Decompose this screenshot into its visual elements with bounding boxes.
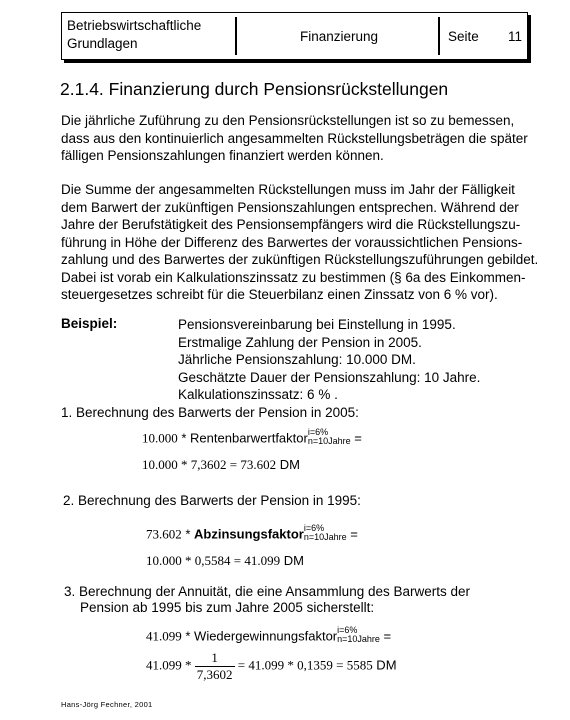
formula-sub: n=10Jahre (307, 436, 351, 446)
formula-result: 73.602 (240, 457, 277, 472)
example-line: Kalkulationszinssatz: 6 % . (178, 387, 338, 402)
formula-operator: * (181, 553, 195, 568)
formula-sub: n=10Jahre (303, 532, 347, 542)
formula-operator: * (181, 628, 195, 644)
paragraph-1 (61, 112, 531, 165)
formula-factor-value: 0,5584 (194, 553, 231, 568)
text-line: führung in Höhe der Differenz des Barwertes der voraussichtlichen Pensions- (61, 234, 523, 250)
formula-equals: = (332, 657, 347, 673)
header-box (61, 12, 528, 60)
formula-factor: Abzinsungsfaktor (194, 526, 304, 542)
formula-unit: DM (280, 553, 304, 568)
step-2-formula-2 (146, 553, 304, 569)
section-heading: 2.1.4. Finanzierung durch Pensionsrückstellungen (60, 79, 449, 99)
formula-sup: i=6% (337, 625, 358, 635)
step-3-title (64, 584, 470, 616)
example-line: Jährliche Pensionszahlung: 10.000 DM. (178, 352, 416, 367)
formula-indices (308, 428, 351, 446)
step-3-formula-1 (146, 625, 392, 646)
header-page-label: Seite (448, 29, 479, 44)
text-line: zahlung und des Barwertes der zukünftigen Rückstellungszuführungen gebildet. (61, 252, 539, 267)
formula-sub: n=10Jahre (337, 634, 380, 644)
example-label: Beispiel: (61, 316, 118, 331)
formula-value: 10.000 (146, 553, 182, 568)
example-details (178, 316, 480, 404)
formula-intermediate: 41.099 * 0,1359 (248, 657, 333, 673)
paragraph-2 (61, 181, 539, 304)
formula-unit: DM (276, 457, 300, 472)
step-1-formula-1 (142, 427, 362, 448)
formula-value: 10.000 (142, 430, 178, 446)
formula-factor: Rentenbarwertfaktor (190, 430, 308, 446)
text-line: steuergesetzes schreibt für die Steuerbilanz einen Zinssatz von 6 % vor). (61, 287, 498, 302)
header-subject (67, 17, 201, 53)
formula-unit: DM (372, 657, 397, 673)
formula-result: 5585 (346, 657, 373, 673)
step-1-formula-2 (142, 457, 300, 473)
formula-factor-value: 7,3602 (190, 457, 227, 472)
formula-equals: = (346, 526, 358, 542)
formula-fraction (195, 650, 235, 683)
fraction-denominator: 7,3602 (196, 667, 233, 682)
header-subject-line2: Grundlagen (67, 36, 138, 51)
formula-value: 73.602 (146, 526, 182, 542)
text-line: Die Summe der angesammelten Rückstellungen muss im Jahr der Fälligkeit (61, 182, 515, 197)
header-divider (235, 17, 237, 55)
step-1-title: 1. Berechnung des Barwerts der Pension in 2005: (61, 405, 359, 420)
formula-result: 41.099 (244, 553, 281, 568)
text-line: Jahre der Berufstätigkeit des Pensionsempfängers wird die Rückstellungszu- (61, 217, 521, 232)
formula-operator: * (177, 430, 191, 446)
formula-sup: i=6% (307, 427, 329, 437)
formula-equals: = (234, 657, 249, 673)
formula-operator: * (181, 657, 195, 673)
formula-equals: = (350, 430, 362, 446)
step-3-title-line1: 3. Berechnung der Annuität, die eine Ansammlung des Barwerts der (64, 584, 470, 599)
text-line: dem Barwert der zukünftigen Pensionszahlungen entsprechen. Während der (61, 199, 519, 215)
step-2-title: 2. Berechnung des Barwerts der Pension in 1995: (63, 493, 361, 508)
header-subject-line1: Betriebswirtschaftliche (67, 18, 202, 33)
formula-sup: i=6% (303, 523, 325, 533)
example-line: Pensionsvereinbarung bei Einstellung in 1995. (178, 317, 456, 332)
step-3-title-line2: Pension ab 1995 bis zum Jahre 2005 sicherstellt: (80, 600, 375, 615)
formula-factor: Wiedergewinnungsfaktor (194, 628, 338, 644)
formula-operator: * (181, 526, 195, 542)
header-topic: Finanzierung (300, 29, 379, 44)
footer-author: Hans-Jörg Fechner, 2001 (61, 700, 153, 709)
header-divider (438, 17, 440, 55)
formula-value: 10.000 (142, 457, 178, 472)
formula-value: 41.099 (146, 657, 182, 673)
text-line: Dabei ist vorab ein Kalkulationszinssatz zu bestimmen (§ 6a des Einkommen- (61, 269, 526, 285)
formula-equals: = (379, 628, 392, 644)
step-2-formula-1 (146, 523, 358, 544)
formula-indices (337, 626, 380, 644)
formula-operator: * (177, 457, 191, 472)
formula-equals: = (226, 457, 241, 472)
example-line: Geschätzte Dauer der Pensionszahlung: 10 Jahre. (178, 369, 481, 385)
fraction-numerator: 1 (195, 650, 235, 667)
formula-indices (304, 524, 347, 542)
text-line: fälligen Pensionszahlungen finanziert werden können. (61, 148, 384, 163)
example-line: Erstmalige Zahlung der Pension in 2005. (178, 334, 422, 350)
text-line: Die jährliche Zuführung zu den Pensionsrückstellungen ist so zu bemessen, (61, 113, 515, 128)
formula-equals: = (230, 553, 245, 568)
step-3-formula-2 (146, 650, 397, 683)
text-line: dass aus den kontinuierlich angesammelten Rückstellungsbeträgen die später (61, 130, 528, 146)
formula-value: 41.099 (146, 628, 182, 644)
header-page-number: 11 (508, 29, 523, 44)
